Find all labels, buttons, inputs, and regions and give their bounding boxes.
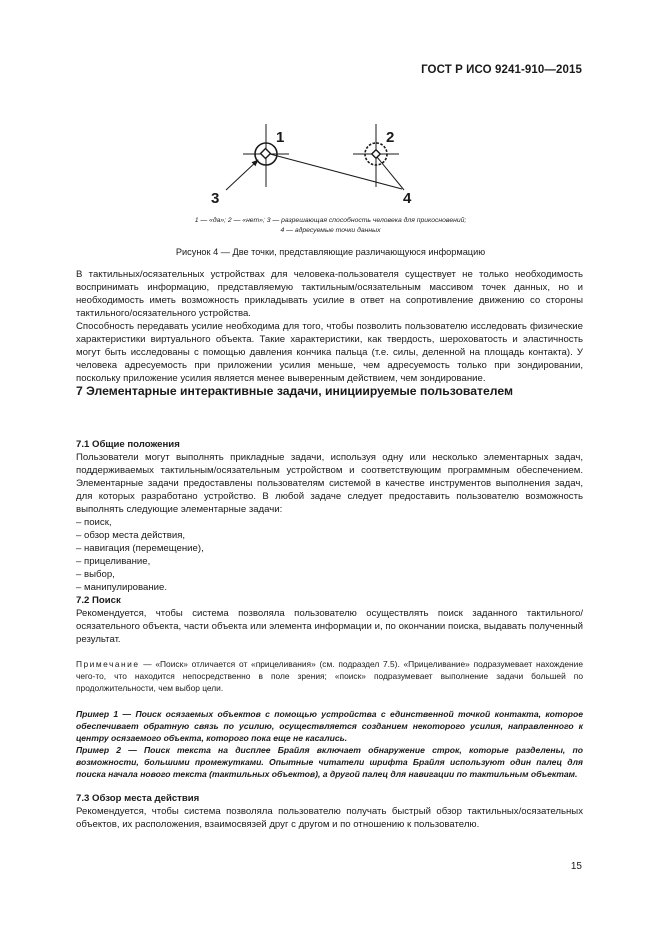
- elementary-task-list: [76, 516, 583, 594]
- figure-label-1: 1: [276, 129, 285, 146]
- body-text: [76, 268, 583, 385]
- list-item: – манипулирование.: [76, 582, 167, 593]
- list-item: – выбор,: [76, 569, 115, 580]
- list-item: – навигация (перемещение),: [76, 543, 204, 554]
- list-item: – прицеливание,: [76, 556, 151, 567]
- figure-legend-line-2: 4 — адресуемые точки данных: [280, 227, 381, 234]
- figure-caption: Рисунок 4 — Две точки, представляющие различающуюся информацию: [175, 247, 486, 257]
- figure-label-2: 2: [386, 129, 395, 146]
- section-7-1-text: Пользователи могут выполнять прикладные задачи, используя одну или несколько элементарных задач, поддерживаемых тактильным/осязательным устройством и соответствующим программным обеспечением. Элементарные задачи предоставлены пользователям системой в качестве инструментов выполнения задач, для которых разработано устройство. В любой задаче следует предоставить пользователю возможность выполнять следующие элементарные задачи:: [76, 452, 583, 515]
- list-item: – поиск,: [76, 517, 112, 528]
- figure-legend-line-1: 1 — «да»; 2 — «нет»; 3 — разрешающая способность человека для прикосновений;: [194, 217, 467, 224]
- section-7-2-title: 7.2 Поиск: [76, 595, 121, 606]
- section-7-title: 7 Элементарные интерактивные задачи, инициируемые пользователем: [76, 384, 513, 398]
- section-7-3-text: Рекомендуется, чтобы система позволяла пользователю получать быстрый обзор тактильных/осязательных объектов, их расположения, взаимосвязей друг с другом и по отношению к пользователю.: [76, 806, 583, 830]
- figure-two-points: [0, 0, 661, 240]
- section-7-content: [76, 438, 583, 831]
- page-number: 15: [570, 861, 582, 872]
- figure-label-4: 4: [403, 190, 412, 207]
- section-7-2-text: Рекомендуется, чтобы система позволяла пользователю осуществлять поиск заданного тактильного/осязательного объекта, части объекта или элемента информации и, по окончании поиска, выдавать полученный результат.: [76, 608, 583, 645]
- note: [76, 658, 583, 694]
- note-text: — «Поиск» отличается от «прицеливания» (см. подраздел 7.5). «Прицеливание» подразумевает нахождение чего-то, что находится непосредственно в поле зрения; «поиск» подразумевает выполнение задачи большей по продолжительности, чем выбор цели.: [76, 659, 583, 693]
- figure-label-3: 3: [211, 190, 220, 207]
- paragraph-2: Способность передавать усилие необходима для того, чтобы позволить пользователю исследовать физические характеристики виртуального объекта. Такие характеристики, как твердость, шероховатость и эластичность могут быть исследованы с помощью давления кончика пальца (т.е. силы, деленной на площадь контакта). У человека адресуемость при приложении усилия меньше, чем адресуемость только при зондировании, поскольку приложение усилия является менее выверенным действием, чем зондирование.: [76, 321, 583, 384]
- paragraph-1: В тактильных/осязательных устройствах для человека-пользователя существует не только необходимость воспринимать информацию, представляемую тактильным/осязательным массивом точек данных, но и необходимость иметь возможность прикладывать усилие в ответ на сопротивление движению со стороны тактильного/осязательного устройства.: [76, 269, 583, 319]
- note-label: Примечание: [76, 659, 140, 669]
- standard-header: ГОСТ Р ИСО 9241-910—2015: [421, 64, 582, 76]
- example-1: Пример 1 — Поиск осязаемых объектов с помощью устройства с единственной точкой контакта, которое обеспечивает обратную связь по усилию, осуществляется созданием некоторого усилия, направленного к центру осязаемого объекта, которого пока еще не касались.: [76, 709, 583, 743]
- example-2: Пример 2 — Поиск текста на дисплее Брайля включает обнаружение строк, которые разделены, по возможности, большими промежутками. Опытные читатели шрифта Брайля используют один палец для поиска начала нового текста (тактильных объектов), а другой палец для навигации по тактильным объектам.: [76, 745, 583, 779]
- section-7-1-title: 7.1 Общие положения: [76, 439, 180, 450]
- list-item: – обзор места действия,: [76, 530, 186, 541]
- pointer-arrow-4: [377, 157, 404, 190]
- section-7-3-title: 7.3 Обзор места действия: [76, 793, 200, 804]
- pointer-arrow-3: [226, 160, 258, 190]
